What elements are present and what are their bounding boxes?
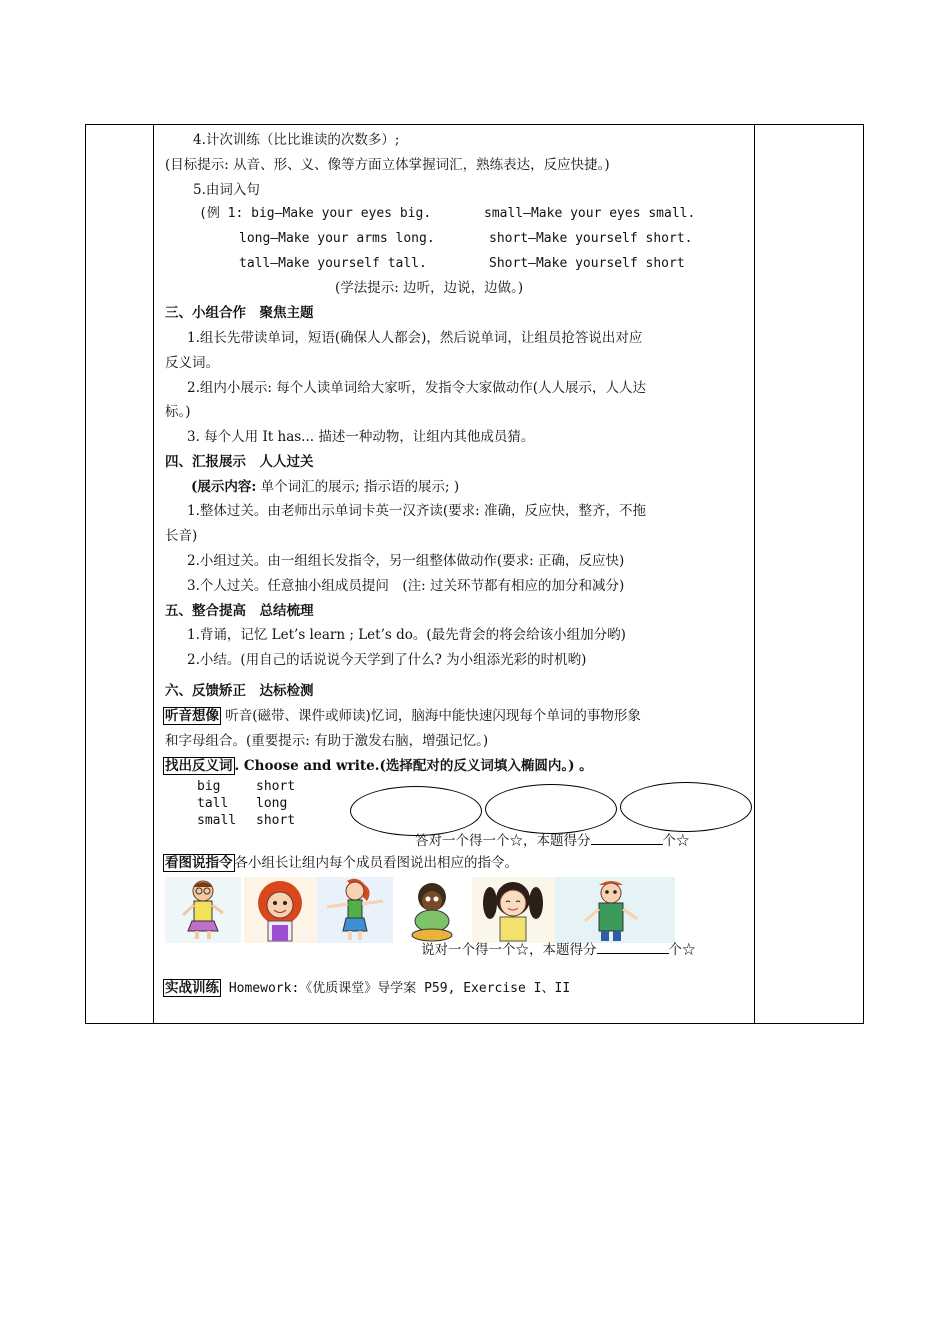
text-line: 2.组内小展示: 每个人读单词给大家听，发指令大家做动作(人人展示，人人达 — [187, 380, 646, 396]
boy-pointing-icon — [555, 877, 675, 943]
example-line: small—Make your eyes small. — [484, 206, 696, 221]
word-item: short — [256, 779, 296, 794]
word-item: small — [197, 813, 237, 828]
label-rest: 单个词汇的展示; 指示语的展示; ) — [256, 479, 460, 495]
score-blank[interactable] — [591, 832, 663, 845]
score-line — [415, 832, 690, 850]
text-line: 1.组长先带读单词，短语(确保人人都会)，然后说单词，让组员抢答说出对应 — [187, 330, 643, 346]
lesson-content — [163, 125, 754, 1023]
text-line: 4.计次训练（比比谁读的次数多）; — [193, 132, 400, 148]
boy-with-glasses-icon — [165, 877, 241, 943]
text-line: 2.小结。(用自己的话说说今天学到了什么? 为小组添光彩的时机哟) — [187, 652, 587, 668]
task-tag: 找出反义词 — [165, 758, 233, 774]
text-line — [163, 979, 570, 998]
score-blank[interactable] — [597, 941, 669, 954]
column-divider-left — [153, 125, 154, 1023]
girl-pigtails-icon — [472, 877, 555, 943]
example-line: (例 1: big—Make your eyes big. — [199, 206, 432, 221]
section-heading: 三、小组合作 聚焦主题 — [165, 305, 314, 321]
word-item: tall — [197, 796, 229, 811]
text-line: 2.小组过关。由一组组长发指令，另一组整体做动作(要求: 正确，反应快) — [187, 553, 625, 569]
text-line: 和字母组合。(重要提示: 有助于激发右脑，增强记忆。) — [165, 733, 489, 749]
text-line — [191, 478, 459, 496]
example-line: short—Make yourself short. — [489, 231, 693, 246]
word-item: short — [256, 813, 296, 828]
label-bold: (展示内容: — [191, 479, 257, 495]
homework-text: Homework:《优质课堂》导学案 P59, Exercise I、II — [221, 981, 571, 996]
word-item: big — [197, 779, 221, 794]
task-tag: 看图说指令 — [165, 855, 233, 871]
score-text: 答对一个得一个☆，本题得分 — [415, 833, 591, 849]
section-heading: 五、整合提高 总结梳理 — [165, 603, 314, 619]
text-line — [163, 757, 593, 775]
score-unit: 个☆ — [662, 833, 690, 849]
text-line: 1.整体过关。由老师出示单词卡英一汉齐读(要求: 准确，反应快，整齐，不拖 — [187, 503, 646, 519]
text-line: (学法提示: 边听，边说，边做。) — [335, 280, 524, 296]
text-line: 标。) — [165, 404, 191, 420]
answer-oval-1[interactable] — [350, 786, 482, 836]
text-line: 3.个人过关。任意抽小组成员提问 (注: 过关环节都有相应的加分和减分) — [187, 578, 625, 594]
text-line: 反义词。 — [165, 355, 219, 371]
girl-red-hair-icon — [244, 877, 317, 943]
text-line: 3. 每个人用 It has... 描述一种动物，让组内其他成员猜。 — [187, 429, 535, 445]
text-line: 1.背诵，记忆 Let’s learn ; Let’s do。(最先背会的将会给该小组加分哟) — [187, 627, 626, 643]
answer-oval-2[interactable] — [485, 784, 617, 834]
score-text: 说对一个得一个☆，本题得分 — [421, 942, 597, 958]
girl-ponytail-icon — [317, 877, 393, 943]
task-text: 各小组长让组内每个成员看图说出相应的指令。 — [234, 855, 518, 871]
score-unit: 个☆ — [668, 942, 696, 958]
example-line: Short—Make yourself short — [489, 256, 685, 271]
section-heading: 六、反馈矫正 达标检测 — [165, 683, 314, 699]
task-tag: 听音想像 — [165, 708, 219, 724]
example-line: tall—Make yourself tall. — [239, 256, 427, 271]
section-heading: 四、汇报展示 人人过关 — [165, 454, 314, 470]
text-line: (目标提示: 从音、形、义、像等方面立体掌握词汇，熟练表达，反应快捷。) — [165, 157, 610, 173]
answer-oval-3[interactable] — [620, 782, 752, 832]
example-line: long—Make your arms long. — [239, 231, 435, 246]
text-line — [163, 707, 641, 725]
task-tag: 实战训练 — [165, 980, 219, 996]
task-text: . Choose and write.(选择配对的反义词填入椭圆内。) 。 — [234, 758, 593, 774]
boy-crouching-icon — [394, 877, 471, 943]
word-item: long — [256, 796, 288, 811]
text-line: 5.由词入句 — [193, 182, 260, 198]
text-line — [163, 854, 518, 872]
task-text: 听音(磁带、课件或师读)忆词，脑海中能快速闪现每个单词的事物形象 — [221, 708, 641, 724]
lesson-table — [85, 124, 864, 1024]
score-line — [421, 941, 696, 959]
text-line: 长音) — [165, 528, 198, 544]
column-divider-right — [754, 125, 755, 1023]
